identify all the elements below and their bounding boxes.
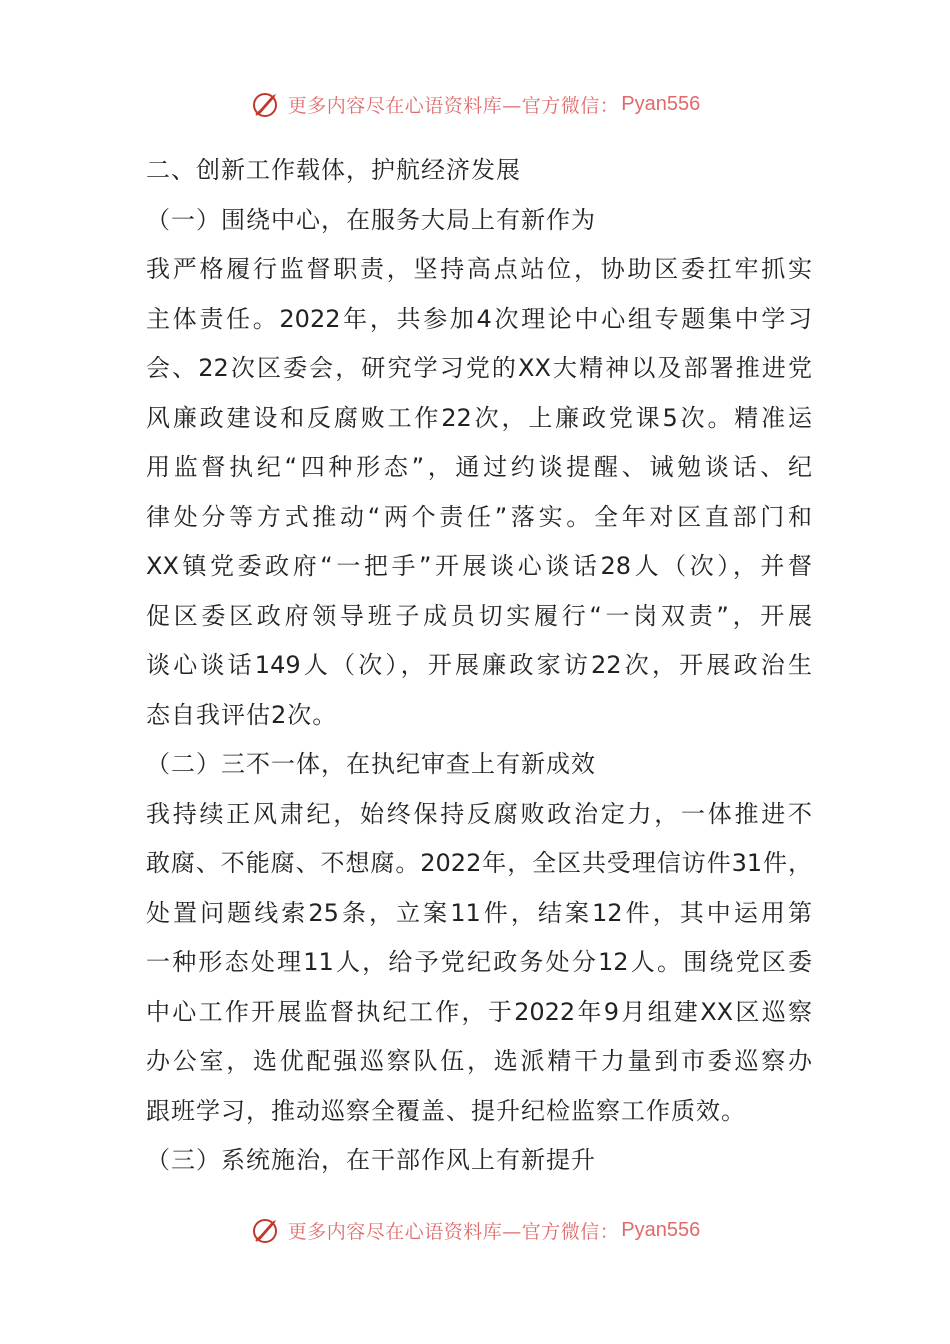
paragraph-line: 办公室，选优配强巡察队伍，选派精干力量到市委巡察办	[146, 1047, 812, 1075]
paragraph-line: 会、22次区委会，研究学习党的XX大精神以及部署推进党	[146, 354, 812, 382]
paragraph-line: 中心工作开展监督执纪工作，于2022年9月组建XX区巡察	[146, 997, 812, 1026]
paragraph-line: 我严格履行监督职责，坚持高点站位，协助区委扛牢抓实	[146, 255, 812, 283]
subsection-heading: （二）三不一体，在执纪审查上有新成效	[146, 750, 596, 778]
paragraph-line: 促区委区政府领导班子成员切实履行“一岗双责”，开展	[146, 601, 812, 630]
paragraph-line: 用监督执纪“四种形态”，通过约谈提醒、诫勉谈话、纪	[146, 453, 812, 481]
paragraph-line: 一种形态处理11人，给予党纪政务处分12人。围绕党区委	[146, 948, 812, 976]
paragraph-line: 敢腐、不能腐、不想腐。2022年，全区共受理信访件31件，	[146, 849, 812, 877]
subsection-heading: （三）系统施治，在干部作风上有新提升	[146, 1146, 596, 1174]
quill-pen-logo-icon	[250, 88, 282, 120]
watermark-wechat-id: Pyan556	[621, 1218, 701, 1241]
watermark-wechat-id: Pyan556	[621, 92, 701, 115]
paragraph-line: 跟班学习，推动巡察全覆盖、提升纪检监察工作质效。	[146, 1096, 746, 1125]
watermark-banner-top	[0, 82, 950, 126]
paragraph-line: 律处分等方式推动“两个责任”落实。全年对区直部门和	[146, 502, 812, 531]
watermark-text: 更多内容尽在心语资料库—官方微信：	[287, 94, 620, 117]
paragraph-line: 处置问题线索25条，立案11件，结案12件，其中运用第	[146, 898, 812, 927]
paragraph-line: 我持续正风肃纪，始终保持反腐败政治定力，一体推进不	[146, 799, 812, 828]
paragraph-line: 风廉政建设和反腐败工作22次，上廉政党课5次。精准运	[146, 403, 812, 432]
watermark-banner-bottom	[0, 1208, 950, 1252]
paragraph-line: 主体责任。2022年，共参加4次理论中心组专题集中学习	[146, 304, 812, 333]
quill-pen-logo-icon	[250, 1214, 282, 1246]
paragraph-line: 态自我评估2次。	[146, 700, 338, 729]
paragraph-line: XX镇党委政府“一把手”开展谈心谈话28人（次），并督	[146, 552, 812, 580]
subsection-heading: （一）围绕中心，在服务大局上有新作为	[146, 205, 596, 234]
document-body	[146, 146, 812, 1186]
section-heading: 二、创新工作载体，护航经济发展	[146, 156, 521, 184]
paragraph-line: 谈心谈话149人（次），开展廉政家访22次，开展政治生	[146, 651, 812, 679]
watermark-text: 更多内容尽在心语资料库—官方微信：	[287, 1220, 620, 1243]
